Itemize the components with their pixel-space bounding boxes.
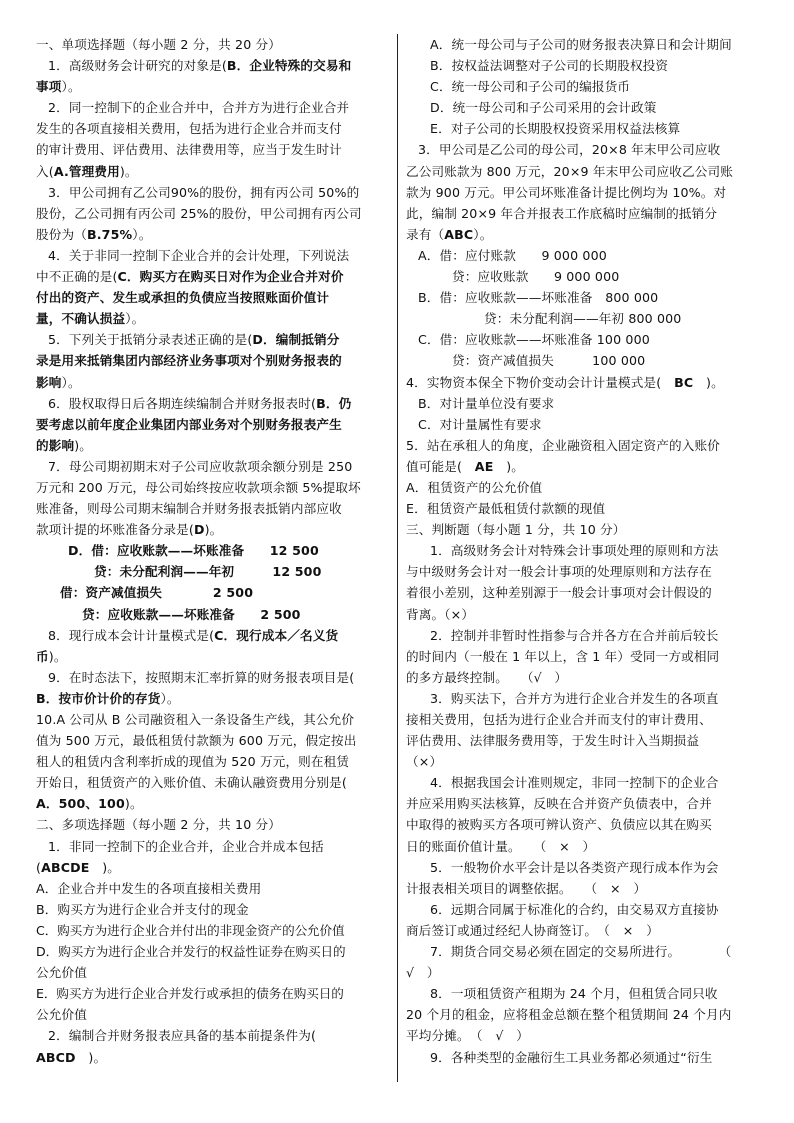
line-text: 的时间内（一般在 1 年以上，含 1 年）受同一方或相同 <box>406 648 720 664</box>
text-line <box>406 625 758 646</box>
answer-text: ABC <box>444 226 474 242</box>
line-text: B．借：应收账款——坏账准备 800 000 <box>418 290 659 306</box>
text-line <box>406 941 758 962</box>
text-line <box>406 76 758 97</box>
text-line <box>406 730 758 751</box>
line-text: 的审计费用、评估费用、法律费用等，应当于发生时计 <box>36 142 342 158</box>
line-text: 7．母公司期初期末对子公司应收款项余额分别是 250 <box>48 458 353 474</box>
text-line <box>406 139 758 160</box>
text-line <box>406 920 758 941</box>
line-text: 租人的租赁内含利率折成的现值为 520 万元，则在租赁 <box>36 754 350 770</box>
line-text: ( <box>36 859 42 875</box>
line-text: C．统一母公司和子公司的编报货币 <box>430 79 631 95</box>
answer-text: 贷：未分配利润——年初 12 500 <box>94 564 322 580</box>
text-line <box>36 709 390 730</box>
answer-text: B.75% <box>86 226 133 242</box>
line-text: 商后签订或通过经纪人协商签订。 （ × ） <box>406 922 659 938</box>
text-line <box>406 350 758 371</box>
answer-text: 录是用来抵销集团内部经济业务事项对个别财务报表的 <box>36 353 342 369</box>
line-text: B．按权益法调整对子公司的长期股权投资 <box>430 58 669 74</box>
text-line <box>406 498 758 519</box>
line-text: 贷：资产减值损失 100 000 <box>452 353 646 369</box>
line-text: 3．购买法下，合并方为进行企业合并发生的各项直 <box>430 690 719 706</box>
text-line <box>36 266 390 287</box>
line-text: 3．甲公司拥有乙公司90%的股份，拥有丙公司 50%的 <box>48 184 360 200</box>
text-line <box>36 878 390 899</box>
line-text: 9．各种类型的金融衍生工具业务都必须通过“衍生 <box>430 1049 713 1065</box>
text-line <box>36 414 390 435</box>
line-text: 开始日，租赁资产的入账价值、未确认融资费用分别是( <box>36 775 347 791</box>
line-text: 10.A 公司从 B 公司融资租入一条设备生产线，其公允价 <box>36 712 355 727</box>
answer-text: 的影响 <box>36 437 75 453</box>
answer-text: B．仍 <box>316 395 352 411</box>
text-line <box>406 34 758 55</box>
text-line <box>36 857 390 878</box>
line-text: 4．关于非同一控制下企业合并的会计处理，下列说法 <box>48 247 350 263</box>
answer-text: AE <box>474 458 494 474</box>
line-text: A．借：应付账款 9 000 000 <box>418 247 607 263</box>
text-line <box>36 983 390 1004</box>
text-line <box>36 688 390 709</box>
text-line <box>406 878 758 899</box>
line-text: 二、多项选择题（每小题 2 分，共 10 分） <box>36 817 282 833</box>
line-text: 背离。（×） <box>406 606 475 622</box>
text-line <box>36 1047 390 1068</box>
text-line <box>36 435 390 456</box>
text-line <box>406 561 758 582</box>
answer-text: ABCD <box>36 1049 76 1065</box>
text-line <box>406 245 758 266</box>
answer-text: D．编制抵销分 <box>252 332 340 348</box>
line-text: 8．一项租赁资产租期为 24 个月，但租赁合同只收 <box>430 986 718 1002</box>
line-text: 万元和 200 万元，母公司始终按应收款项余额 5%提取坏 <box>36 479 361 495</box>
answer-text: 影响 <box>36 374 62 390</box>
text-line <box>406 688 758 709</box>
text-line <box>36 329 390 350</box>
text-line <box>36 224 390 245</box>
text-line <box>36 962 390 983</box>
line-text: 1．高级财务会计对特殊会计事项处理的原则和方法 <box>430 543 719 559</box>
text-line <box>406 793 758 814</box>
answer-text: 量，不确认损益 <box>36 311 126 327</box>
line-text: 6．股权取得日后各期连续编制合并财务报表时( <box>48 395 317 411</box>
answer-text: A．500、100 <box>36 796 125 812</box>
text-line <box>406 582 758 603</box>
right-column <box>406 34 758 1068</box>
answer-text: D <box>194 522 205 538</box>
line-text: 接相关费用，包括为进行企业合并而支付的审计费用、 <box>406 712 712 727</box>
text-line <box>36 308 390 329</box>
answer-text: ABCDE <box>41 859 90 875</box>
text-line <box>36 34 390 55</box>
text-line <box>36 899 390 920</box>
line-text: 三、判断题（每小题 1 分，共 10 分） <box>406 522 626 538</box>
line-text: 3．甲公司是乙公司的母公司，20×8 年末甲公司应收 <box>418 142 721 158</box>
answer-text: C．购买方在购买日对作为企业合并对价 <box>117 269 344 285</box>
line-text: （×） <box>406 754 443 770</box>
line-text: 5．一般物价水平会计是以各类资产现行成本作为会 <box>430 859 719 875</box>
line-text: 1．非同一控制下的企业合并，企业合并成本包括 <box>48 838 324 854</box>
line-tail: ）。 <box>61 374 81 390</box>
line-text: 发生的各项直接相关费用，包括为进行企业合并而支付 <box>36 121 342 137</box>
text-line <box>36 55 390 76</box>
text-line <box>406 836 758 857</box>
text-line <box>36 139 390 160</box>
text-line <box>406 772 758 793</box>
text-line <box>406 814 758 835</box>
line-text: E．对子公司的长期股权投资采用权益法核算 <box>430 121 681 137</box>
line-text: 贷：应收账款 9 000 000 <box>452 269 620 285</box>
text-line <box>36 772 390 793</box>
text-line <box>406 751 758 772</box>
line-text: 一、单项选择题（每小题 2 分，共 20 分） <box>36 37 282 52</box>
line-text: A．租赁资产的公允价值 <box>406 479 543 495</box>
line-text: A．企业合并中发生的各项直接相关费用 <box>36 880 262 896</box>
line-text: 公允价值 <box>36 1007 87 1023</box>
line-text: 5．下列关于抵销分录表述正确的是( <box>48 332 253 348</box>
text-line <box>406 1025 758 1046</box>
line-text: 股份为（ <box>36 226 87 242</box>
text-line <box>36 561 390 582</box>
text-line <box>406 899 758 920</box>
text-line <box>406 983 758 1004</box>
text-line <box>406 393 758 414</box>
text-line <box>36 245 390 266</box>
line-text: 值可能是( <box>406 458 475 474</box>
line-text: 贷：未分配利润——年初 800 000 <box>484 311 682 327</box>
line-text: 并应采用购买法核算，反映在合并资产负债表中，合并 <box>406 796 712 812</box>
text-line <box>36 287 390 308</box>
line-text: 4．实物资本保全下物价变动会计计量模式是( <box>406 374 675 390</box>
line-text: 着很小差别，这种差别源于一般会计事项对会计假设的 <box>406 585 712 601</box>
line-text: 入( <box>36 163 54 179</box>
line-text: 值为 500 万元，最低租赁付款额为 600 万元，假定按出 <box>36 733 357 749</box>
answer-text: A.管理费用 <box>53 163 120 179</box>
text-line <box>36 519 390 540</box>
line-text: 9．在时态法下，按照期末汇率折算的财务报表项目是( <box>48 669 355 685</box>
text-line <box>406 97 758 118</box>
text-line <box>36 604 390 625</box>
text-line <box>36 393 390 414</box>
answer-text: 贷：应收账款——坏账准备 2 500 <box>82 606 301 622</box>
line-text: D．统一母公司和子公司采用的会计政策 <box>430 100 657 116</box>
line-text: 录有（ <box>406 226 445 242</box>
line-text: 2．同一控制下的企业合并中，合并方为进行企业合并 <box>48 100 350 116</box>
line-text: 5．站在承租人的角度，企业融资租入固定资产的入账价 <box>406 437 721 453</box>
text-line <box>36 941 390 962</box>
text-line <box>36 920 390 941</box>
line-text: C．购买方为进行企业合并付出的非现金资产的公允价值 <box>36 922 345 938</box>
text-line <box>36 540 390 561</box>
text-line <box>36 582 390 603</box>
line-text: 中不正确的是( <box>36 269 118 285</box>
text-line <box>36 667 390 688</box>
text-line <box>406 1004 758 1025</box>
line-text: C．对计量属性有要求 <box>418 416 542 432</box>
text-line <box>36 456 390 477</box>
line-tail: ）。 <box>473 226 493 242</box>
text-line <box>36 814 390 835</box>
line-text: B．对计量单位没有要求 <box>418 395 555 411</box>
text-line <box>36 751 390 772</box>
text-line <box>406 118 758 139</box>
text-line <box>406 287 758 308</box>
line-text: 20 个月的租金，应将租金总额在整个租赁期间 24 个月内 <box>406 1007 732 1023</box>
text-line <box>36 646 390 667</box>
line-text: E．租赁资产最低租赁付款额的现值 <box>406 501 606 517</box>
line-text: √ ） <box>406 965 440 981</box>
text-line <box>36 118 390 139</box>
left-column <box>36 34 390 1068</box>
answer-text: 借：资产减值损失 2 500 <box>60 585 254 601</box>
text-line <box>36 836 390 857</box>
text-line <box>36 477 390 498</box>
answer-text: C．现行成本／名义货 <box>214 627 339 643</box>
answer-text: 事项 <box>36 79 62 95</box>
text-line <box>406 203 758 224</box>
line-text: E．购买方为进行企业合并发行或承担的债务在购买日的 <box>36 986 344 1002</box>
text-line <box>406 477 758 498</box>
text-line <box>36 625 390 646</box>
text-line <box>36 1025 390 1046</box>
text-line <box>406 266 758 287</box>
line-text: 4．根据我国会计准则规定，非同一控制下的企业合 <box>430 775 719 791</box>
text-line <box>406 456 758 477</box>
line-text: 2．编制合并财务报表应具备的基本前提条件为( <box>48 1028 317 1044</box>
line-text: 账准备，则母公司期末编制合并财务报表抵销内部应收 <box>36 501 342 517</box>
text-line <box>36 161 390 182</box>
line-text: C．借：应收账款——坏账准备 100 000 <box>418 332 650 348</box>
line-tail: )。 <box>204 522 223 538</box>
line-tail: )。 <box>693 374 724 390</box>
line-text: 款项计提的坏账准备分录是( <box>36 522 194 538</box>
line-tail: )。 <box>124 796 143 812</box>
line-text: 公允价值 <box>36 965 87 981</box>
text-line <box>406 962 758 983</box>
text-line <box>36 203 390 224</box>
text-line <box>406 372 758 393</box>
text-line <box>406 161 758 182</box>
text-line <box>406 55 758 76</box>
text-line <box>406 709 758 730</box>
line-tail: )。 <box>493 458 525 474</box>
text-line <box>36 730 390 751</box>
line-text: 平均分摊。 （ √ ） <box>406 1028 530 1044</box>
line-tail: ）。 <box>132 226 152 242</box>
line-text: 与中级财务会计对一般会计事项的处理原则和方法存在 <box>406 564 712 580</box>
text-line <box>406 857 758 878</box>
line-tail: )。 <box>74 437 93 453</box>
text-line <box>406 329 758 350</box>
line-text: 2．控制并非暂时性指参与合并各方在合并前后较长 <box>430 627 719 643</box>
answer-text: BC <box>674 374 694 390</box>
text-line <box>406 646 758 667</box>
text-line <box>36 498 390 519</box>
line-text: 中取得的被购买方各项可辨认资产、负债应以其在购买 <box>406 817 712 833</box>
line-text: 7．期货合同交易必须在固定的交易所进行。 （ <box>430 944 732 960</box>
text-line <box>406 224 758 245</box>
text-line <box>406 435 758 456</box>
text-line <box>406 182 758 203</box>
line-text: 6．远期合同属于标准化的合约，由交易双方直接协 <box>430 901 719 917</box>
line-text: 此，编制 20×9 年合并报表工作底稿时应编制的抵销分 <box>406 205 718 221</box>
text-line <box>36 1004 390 1025</box>
line-text: 股份，乙公司拥有丙公司 25%的股份，甲公司拥有丙公司 <box>36 205 362 221</box>
text-line <box>406 540 758 561</box>
answer-text: 付出的资产、发生或承担的负债应当按照账面价值计 <box>36 290 330 306</box>
answer-text: 要考虑以前年度企业集团内部业务对个别财务报表产生 <box>36 416 342 432</box>
line-text: 评估费用、法律服务费用等，于发生时计入当期损益 <box>406 733 700 749</box>
line-text: 日的账面价值计量。 （ × ） <box>406 838 596 854</box>
line-tail: )。 <box>75 1049 107 1065</box>
line-tail: )。 <box>89 859 121 875</box>
line-text: 计报表相关项目的调整依据。 （ × ） <box>406 880 647 896</box>
text-line <box>406 519 758 540</box>
text-line <box>406 308 758 329</box>
answer-text: D．借：应收账款——坏账准备 12 500 <box>68 543 319 559</box>
line-text: 乙公司账款为 800 万元，20×9 年末甲公司应收乙公司账 <box>406 163 734 179</box>
text-line <box>36 76 390 97</box>
line-tail: )。 <box>48 648 67 664</box>
text-line <box>36 97 390 118</box>
line-text: 1．高级财务会计研究的对象是( <box>48 58 227 74</box>
text-line <box>406 414 758 435</box>
text-line <box>36 793 390 814</box>
text-line <box>36 350 390 371</box>
text-line <box>36 372 390 393</box>
answer-text: 币 <box>36 648 49 664</box>
answer-text: B．企业特殊的交易和 <box>226 58 352 74</box>
line-text: 款为 900 万元。甲公司坏账准备计提比例均为 10%。对 <box>406 184 727 200</box>
text-line <box>36 182 390 203</box>
line-tail: ）。 <box>125 311 145 327</box>
line-tail: ）。 <box>61 79 81 95</box>
line-text: D．购买方为进行企业合并发行的权益性证券在购买日的 <box>36 944 346 960</box>
line-text: A．统一母公司与子公司的财务报表决算日和会计期间 <box>430 37 732 52</box>
line-tail: ）。 <box>160 690 180 706</box>
text-line <box>406 1047 758 1068</box>
text-line <box>406 604 758 625</box>
answer-text: B．按市价计价的存货 <box>36 690 161 706</box>
column-divider <box>397 34 398 1082</box>
line-tail: )。 <box>119 163 138 179</box>
line-text: 8．现行成本会计计量模式是( <box>48 627 215 643</box>
line-text: 的多方最终控制。 （√ ） <box>406 669 568 685</box>
text-line <box>406 667 758 688</box>
line-text: B．购买方为进行企业合并支付的现金 <box>36 901 249 917</box>
